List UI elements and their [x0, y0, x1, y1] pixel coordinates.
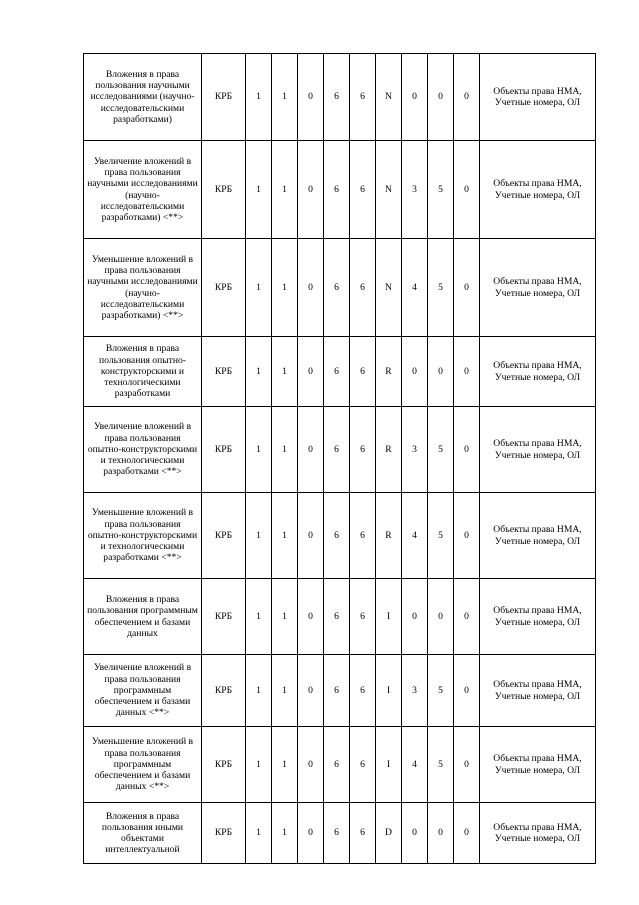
account-digit-cell: R	[376, 407, 402, 493]
account-digit-cell: I	[376, 727, 402, 803]
account-digit-cell: 6	[350, 579, 376, 655]
account-digit-cell: 1	[272, 407, 298, 493]
analytics-objects-cell	[480, 803, 596, 864]
analytics-object-line: Учетные номера, ОЛ	[494, 535, 581, 547]
account-digit-cell: 6	[350, 54, 376, 141]
account-digit-cell: 5	[428, 239, 454, 337]
account-name-cell: Вложения в права пользования иными объектами интеллектуальной	[84, 803, 202, 864]
account-digit-cell: 4	[402, 727, 428, 803]
account-digit-cell: 5	[428, 655, 454, 727]
account-digit-cell: 0	[298, 141, 324, 239]
code-cell: КРБ	[202, 493, 246, 579]
table-row	[84, 727, 596, 803]
table-row	[84, 239, 596, 337]
account-digit-cell: 6	[324, 337, 350, 407]
account-digit-cell: 5	[428, 141, 454, 239]
analytics-objects-cell	[480, 655, 596, 727]
account-digit-cell: 6	[350, 655, 376, 727]
account-digit-cell: 1	[246, 579, 272, 655]
analytics-object-line: Объекты права НМА,	[493, 178, 582, 190]
account-digit-cell: 6	[324, 579, 350, 655]
account-digit-cell: 6	[324, 493, 350, 579]
account-digit-cell: 6	[324, 54, 350, 141]
account-digit-cell: 0	[298, 655, 324, 727]
table-row	[84, 655, 596, 727]
analytics-object-line: Объекты права НМА,	[493, 753, 582, 765]
analytics-object-line: Объекты права НМА,	[493, 85, 582, 97]
account-digit-cell: 0	[298, 54, 324, 141]
analytics-object-line: Учетные номера, ОЛ	[494, 764, 581, 776]
account-digit-cell: 0	[298, 727, 324, 803]
account-name-cell: Вложения в права пользования опытно-конструкторскими и технологическими разработками	[84, 337, 202, 407]
accounts-table	[83, 53, 596, 864]
analytics-objects-cell	[480, 141, 596, 239]
analytics-object-line: Объекты права НМА,	[493, 276, 582, 288]
table-row	[84, 493, 596, 579]
account-digit-cell: 1	[246, 727, 272, 803]
analytics-object-line: Учетные номера, ОЛ	[494, 449, 581, 461]
account-digit-cell: 6	[324, 655, 350, 727]
analytics-object-line: Учетные номера, ОЛ	[494, 287, 581, 299]
account-name-cell: Уменьшение вложений в права пользования научными исследованиями (научно-исследовательскими разработками) <**>	[84, 239, 202, 337]
analytics-objects-cell	[480, 54, 596, 141]
table-row	[84, 407, 596, 493]
analytics-object-line: Объекты права НМА,	[493, 438, 582, 450]
account-digit-cell: 0	[402, 337, 428, 407]
analytics-objects-cell	[480, 407, 596, 493]
analytics-object-line: Учетные номера, ОЛ	[494, 189, 581, 201]
account-digit-cell: 1	[272, 493, 298, 579]
account-digit-cell: 0	[428, 579, 454, 655]
analytics-object-line: Объекты права НМА,	[493, 524, 582, 536]
account-digit-cell: 3	[402, 655, 428, 727]
account-digit-cell: 3	[402, 407, 428, 493]
account-digit-cell: 1	[272, 727, 298, 803]
account-digit-cell: N	[376, 141, 402, 239]
table-row	[84, 337, 596, 407]
account-digit-cell: 0	[298, 493, 324, 579]
code-cell: КРБ	[202, 727, 246, 803]
account-digit-cell: 6	[350, 337, 376, 407]
account-digit-cell: I	[376, 579, 402, 655]
account-name-cell: Уменьшение вложений в права пользования опытно-конструкторскими и технологическими разработками <**>	[84, 493, 202, 579]
code-cell: КРБ	[202, 54, 246, 141]
account-digit-cell: 4	[402, 493, 428, 579]
account-digit-cell: R	[376, 337, 402, 407]
account-digit-cell: 3	[402, 141, 428, 239]
account-digit-cell: 0	[454, 579, 480, 655]
code-cell: КРБ	[202, 239, 246, 337]
account-digit-cell: 0	[454, 803, 480, 864]
table-row	[84, 579, 596, 655]
account-digit-cell: 1	[246, 54, 272, 141]
analytics-objects-cell	[480, 579, 596, 655]
account-digit-cell: 0	[454, 337, 480, 407]
account-digit-cell: 0	[298, 239, 324, 337]
analytics-object-line: Объекты права НМА,	[493, 821, 582, 833]
account-digit-cell: 0	[454, 727, 480, 803]
account-digit-cell: N	[376, 239, 402, 337]
account-digit-cell: N	[376, 54, 402, 141]
analytics-objects-cell	[480, 727, 596, 803]
account-digit-cell: 0	[454, 54, 480, 141]
account-digit-cell: 0	[298, 803, 324, 864]
account-digit-cell: 6	[350, 239, 376, 337]
table-body	[84, 54, 596, 864]
account-digit-cell: R	[376, 493, 402, 579]
account-digit-cell: 0	[428, 337, 454, 407]
account-name-cell: Вложения в права пользования программным обеспечением и базами данных	[84, 579, 202, 655]
analytics-object-line: Объекты права НМА,	[493, 679, 582, 691]
account-digit-cell: 1	[272, 803, 298, 864]
account-digit-cell: 6	[324, 407, 350, 493]
account-digit-cell: 6	[350, 803, 376, 864]
account-digit-cell: 6	[324, 727, 350, 803]
account-digit-cell: 0	[298, 407, 324, 493]
account-digit-cell: D	[376, 803, 402, 864]
code-cell: КРБ	[202, 579, 246, 655]
account-digit-cell: 1	[272, 141, 298, 239]
analytics-object-line: Объекты права НМА,	[493, 360, 582, 372]
account-digit-cell: 6	[324, 803, 350, 864]
table-row	[84, 141, 596, 239]
analytics-objects-cell	[480, 493, 596, 579]
analytics-objects-cell	[480, 337, 596, 407]
account-digit-cell: 1	[272, 337, 298, 407]
account-digit-cell: 1	[272, 239, 298, 337]
account-digit-cell: 1	[246, 803, 272, 864]
account-digit-cell: 6	[350, 727, 376, 803]
account-digit-cell: 0	[428, 803, 454, 864]
account-digit-cell: 4	[402, 239, 428, 337]
analytics-object-line: Учетные номера, ОЛ	[494, 833, 581, 844]
account-digit-cell: 6	[350, 407, 376, 493]
account-digit-cell: 0	[428, 54, 454, 141]
account-digit-cell: 1	[272, 579, 298, 655]
account-digit-cell: 1	[246, 407, 272, 493]
account-digit-cell: 0	[454, 493, 480, 579]
account-digit-cell: 0	[454, 239, 480, 337]
account-digit-cell: 1	[246, 141, 272, 239]
account-digit-cell: 0	[402, 803, 428, 864]
account-digit-cell: 0	[298, 337, 324, 407]
code-cell: КРБ	[202, 141, 246, 239]
analytics-object-line: Учетные номера, ОЛ	[494, 616, 581, 628]
account-digit-cell: 1	[246, 493, 272, 579]
analytics-objects-cell	[480, 239, 596, 337]
code-cell: КРБ	[202, 803, 246, 864]
account-digit-cell: 0	[402, 579, 428, 655]
analytics-object-line: Учетные номера, ОЛ	[494, 97, 581, 108]
account-name-cell: Вложения в права пользования научными исследованиями (научно-исследовательскими разработками)	[84, 54, 202, 141]
code-cell: КРБ	[202, 407, 246, 493]
analytics-object-line: Учетные номера, ОЛ	[494, 690, 581, 702]
account-digit-cell: 5	[428, 407, 454, 493]
account-digit-cell: 1	[272, 655, 298, 727]
account-digit-cell: 0	[298, 579, 324, 655]
analytics-object-line: Учетные номера, ОЛ	[494, 371, 581, 383]
code-cell: КРБ	[202, 337, 246, 407]
account-digit-cell: 6	[324, 239, 350, 337]
account-digit-cell: 0	[454, 141, 480, 239]
account-digit-cell: 6	[350, 493, 376, 579]
account-digit-cell: 1	[246, 337, 272, 407]
account-digit-cell: 0	[454, 407, 480, 493]
account-digit-cell: 1	[272, 54, 298, 141]
analytics-object-line: Объекты права НМА,	[493, 605, 582, 617]
account-digit-cell: 6	[324, 141, 350, 239]
table-row	[84, 803, 596, 864]
account-digit-cell: I	[376, 655, 402, 727]
account-digit-cell: 1	[246, 655, 272, 727]
account-name-cell: Увеличение вложений в права пользования научными исследованиями (научно-исследовательскими разработками) <**>	[84, 141, 202, 239]
account-digit-cell: 1	[246, 239, 272, 337]
table-row	[84, 54, 596, 141]
account-digit-cell: 5	[428, 493, 454, 579]
account-digit-cell: 0	[454, 655, 480, 727]
account-digit-cell: 6	[350, 141, 376, 239]
account-name-cell: Уменьшение вложений в права пользования программным обеспечением и базами данных <**>	[84, 727, 202, 803]
account-digit-cell: 5	[428, 727, 454, 803]
account-name-cell: Увеличение вложений в права пользования опытно-конструкторскими и технологическими разработками <**>	[84, 407, 202, 493]
code-cell: КРБ	[202, 655, 246, 727]
account-digit-cell: 0	[402, 54, 428, 141]
account-name-cell: Увеличение вложений в права пользования программным обеспечением и базами данных <**>	[84, 655, 202, 727]
